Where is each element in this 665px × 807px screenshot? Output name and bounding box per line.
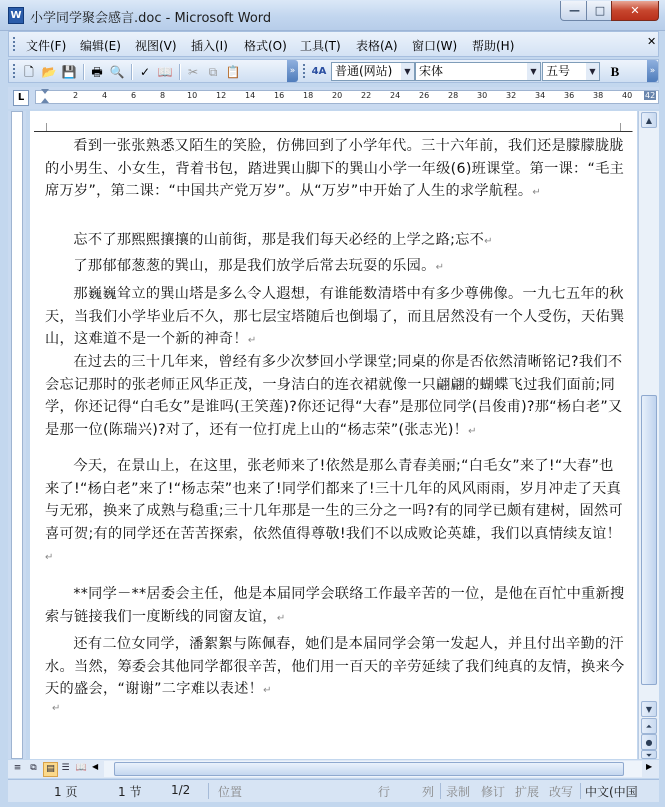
menu-insert[interactable]: 插入(I) [191,39,228,53]
status-column[interactable]: 列 [422,785,435,799]
format-toolbar-options-chevron-icon[interactable]: » [647,60,658,82]
ruler-number: 42 [645,91,656,100]
previous-page-icon[interactable]: ⏶ [641,718,657,734]
status-page-of[interactable]: 1/2 [171,783,191,797]
scroll-left-arrow-icon[interactable]: ◀ [92,762,99,771]
horizontal-scrollbar-area [8,760,659,778]
status-extend-mode[interactable]: 扩展 [515,785,540,799]
vertical-ruler[interactable] [11,111,23,759]
ruler-number: 14 [245,91,256,100]
toolbar-separator [179,64,181,80]
ruler-number: 10 [187,91,198,100]
select-browse-object-icon[interactable]: ● [641,734,657,750]
toolbar-options-chevron-icon[interactable]: » [287,60,298,82]
status-record-mode[interactable]: 录制 [446,785,471,799]
research-icon[interactable]: 📖 [157,65,173,79]
scroll-up-arrow-icon[interactable]: ▲ [641,112,657,128]
paragraph[interactable]: 忘不了那熙熙攘攘的山前街，那是我们每天必经的上学之路;忘不↵ [73,232,493,248]
ruler-number: 36 [564,91,575,100]
ruler-number: 22 [361,91,372,100]
vertical-scrollbar[interactable] [638,111,659,759]
font-select-value: 宋体 [419,64,444,78]
tab-stop-selector[interactable]: L [13,90,29,106]
next-page-icon[interactable]: ⏷ [641,750,657,759]
vertical-scroll-thumb[interactable] [641,395,657,685]
maximize-button[interactable] [586,1,614,21]
chevron-down-icon[interactable]: ▼ [401,63,414,80]
spelling-check-icon[interactable]: ✓ [139,65,151,79]
paste-icon[interactable]: 📋 [225,65,241,79]
horizontal-ruler[interactable] [35,90,659,104]
menu-bar [8,31,659,57]
cut-icon[interactable]: ✂ [187,65,199,79]
status-overtype-mode[interactable]: 改写 [549,785,574,799]
style-select[interactable] [331,62,415,81]
status-separator [580,783,581,799]
ruler-number: 12 [216,91,227,100]
ruler-number: 18 [303,91,314,100]
ruler-number: 30 [477,91,488,100]
ruler-number: 34 [535,91,546,100]
status-separator [440,783,441,799]
status-bar [8,779,659,802]
ruler-number: 8 [160,91,166,100]
paragraph[interactable]: 看到一张张熟悉又陌生的笑脸，仿佛回到了小学年代。三十六年前，我们还是朦朦胧胧的小男生、小女生，背着书包，踏进巽山脚下的巽山小学一年级(6)班课堂。第一课：“毛主席万岁”，第二课：“中国共产党万岁”。从“万岁”中开始了人生的求学航程。↵ [45,138,625,200]
menu-file[interactable]: 文件(F) [26,39,67,53]
menu-table[interactable]: 表格(A) [356,39,398,53]
ruler-area [8,87,659,109]
hanging-indent-marker-icon[interactable] [41,98,49,103]
title-bar [0,0,665,31]
chevron-down-icon[interactable]: ▼ [586,63,599,80]
maximize-icon: □ [594,4,606,17]
style-select-value: 普通(网站) [335,64,393,78]
paragraph[interactable]: 今天，在景山上，在这里，张老师来了!依然是那么青春美丽;“白毛女”来了!“大春”也来了!“杨白老”来了!“杨志荣”也来了!同学们都来了!三十几年的风风雨雨，岁月冲走了天真与无邪，换来了成熟与稳重;三十几年那是一生的三分之一吗?有的同学已颇有建树，固然可喜可贺;有的同学还在苦苦探索，依然值得尊敬!我们不以成败论英雄，我们以真情续友谊！↵ [45,458,623,564]
toolbar-separator [131,64,133,80]
horizontal-scroll-track[interactable] [104,761,642,777]
menu-edit[interactable]: 编辑(E) [80,39,121,53]
minimize-button[interactable] [560,1,589,21]
paragraph[interactable]: 了那郁郁葱葱的巽山，那是我们放学后常去玩耍的乐园。↵ [73,258,445,274]
paragraph[interactable]: 在过去的三十几年来，曾经有多少次梦回小学课堂;同桌的你是否依然清晰铭记?我们不会忘记那时的张老师正风华正茂，一身洁白的连衣裙就像一只翩翩的蝴蝶飞过我们面前;同学，你还记得“白毛女”是谁吗(王笑莲)?你还记得“大春”是那位同学(吕俊甫)?那“杨白老”又是那一位(陈瑞兴)?对了，还有一位打虎上山的“杨志荣”(张志光)！↵ [45,354,623,438]
status-separator [208,783,209,799]
print-preview-icon[interactable]: 🔍 [109,65,125,79]
status-line[interactable]: 行 [378,785,391,799]
chevron-down-icon[interactable]: ▼ [527,63,540,80]
scroll-down-arrow-icon[interactable]: ▼ [641,701,657,717]
paragraph[interactable]: 还有二位女同学，潘絮絮与陈佩春，她们是本届同学会第一发起人，并且付出辛勤的汗水。当然，筹委会其他同学都很辛苦，他们用一百天的辛劳延续了我们纯真的友情，换来今天的盛会，“谢谢”二字难以表述！↵ [45,636,625,698]
font-size-select[interactable] [542,62,600,81]
menu-view[interactable]: 视图(V) [135,39,177,53]
ruler-number: 20 [332,91,343,100]
paragraph[interactable]: **同学－**居委会主任，他是本届同学会联络工作最辛苦的一位，是他在百忙中重新搜索与链接我们一度断线的同窗友谊，↵ [45,586,625,625]
toolbar-grip-handle[interactable] [13,64,18,78]
ruler-number: 32 [506,91,517,100]
print-icon[interactable]: 🖶 [91,65,103,79]
outline-view-icon[interactable]: ☰ [61,763,70,773]
close-button[interactable] [611,1,659,21]
menu-help[interactable]: 帮助(H) [472,39,515,53]
print-layout-view-icon[interactable]: ▤ [43,762,58,777]
status-page[interactable]: 1 页 [54,785,78,799]
menu-window[interactable]: 窗口(W) [412,39,458,53]
menu-format[interactable]: 格式(O) [244,39,287,53]
ruler-number: 26 [419,91,430,100]
menu-grip-handle[interactable] [13,37,18,51]
close-icon: ✕ [630,4,640,17]
normal-view-icon[interactable]: ≡ [13,763,22,773]
ruler-number: 2 [73,91,79,100]
standard-toolbar [8,59,659,83]
copy-icon[interactable]: ⧉ [208,65,218,79]
status-track-changes[interactable]: 修订 [481,785,506,799]
first-line-indent-marker-icon[interactable] [41,89,49,94]
scroll-right-arrow-icon[interactable]: ▶ [646,762,653,771]
save-icon[interactable]: 💾 [61,65,77,79]
new-document-icon[interactable]: 🗋 [24,65,34,79]
minimize-icon: — [569,4,580,17]
ruler-number: 4 [102,91,108,100]
vertical-ruler-area [8,111,26,759]
format-toolbar-grip-handle[interactable] [303,64,308,78]
open-folder-icon[interactable]: 📂 [41,65,57,79]
ruler-number: 28 [448,91,459,100]
font-select[interactable] [415,62,541,81]
web-layout-view-icon[interactable]: ⧉ [30,763,37,773]
window-title: 小学同学聚会感言.doc - Microsoft Word [30,11,272,26]
status-section[interactable]: 1 节 [118,785,142,799]
close-document-icon[interactable]: ✕ [647,35,657,48]
word-app-icon[interactable]: W [8,7,24,24]
menu-tools[interactable]: 工具(T) [300,39,341,53]
ruler-number: 16 [274,91,285,100]
empty-paragraph-mark: ↵ [52,703,61,714]
paragraph[interactable]: 那巍巍耸立的巽山塔是多么令人遐想，有谁能数清塔中有多少尊佛像。一九七五年的秋天，当我们小学毕业后不久，那七层宝塔随后也倒塌了，而且居然没有一个人受伤，天佑巽山，这难道不是一个新的神奇！↵ [45,286,625,348]
document-page[interactable] [30,111,637,759]
bold-button[interactable]: B [610,64,620,79]
font-size-select-value: 五号 [546,64,571,78]
ruler-number: 6 [131,91,137,100]
styles-formatting-icon[interactable]: 4A [311,66,327,77]
toolbar-separator [83,64,85,80]
ruler-number: 38 [593,91,604,100]
status-language[interactable]: 中文(中国 [585,785,638,799]
status-position[interactable]: 位置 [218,785,243,799]
reading-layout-view-icon[interactable]: 📖 [75,763,88,773]
horizontal-scroll-thumb[interactable] [114,762,624,776]
ruler-number: 24 [390,91,401,100]
ruler-number: 40 [622,91,633,100]
page-top-border [34,131,632,132]
